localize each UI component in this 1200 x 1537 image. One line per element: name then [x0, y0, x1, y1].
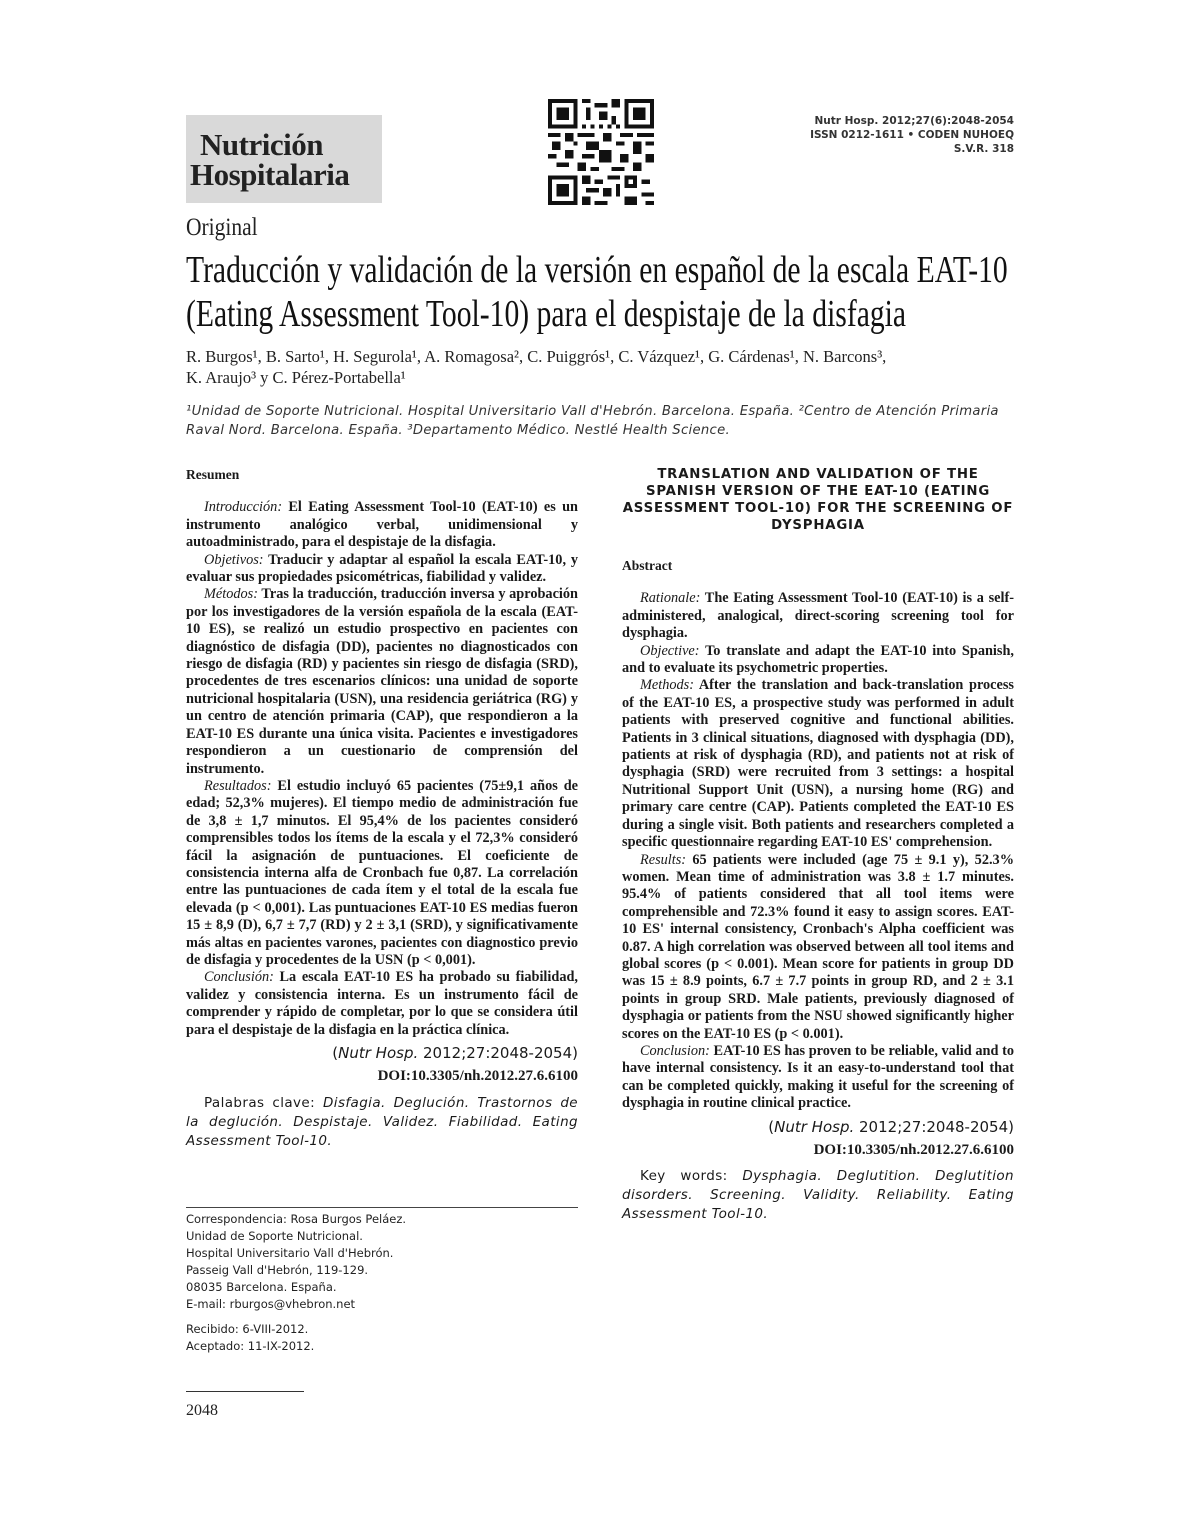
resumen-column — [186, 466, 578, 1151]
resumen-conclusion — [186, 969, 578, 1039]
objetivos-text: Traducir y adaptar al español la escala EAT-10, y evaluar sus propiedades psicométricas, fiabilidad y validez. — [186, 551, 578, 586]
citation-header — [810, 114, 1014, 156]
resumen-reference — [186, 1045, 578, 1062]
abstract-column — [622, 466, 1014, 1224]
intro-text: El Eating Assessment Tool-10 (EAT-10) es un instrumento analógico verbal, unidimensional y autoadministrado, para el despistaje de la disfagia. — [186, 499, 578, 551]
kw-text: Disfagia. Deglución. Trastornos de la deglución. Despistaje. Validez. Fiabilidad. Eating Assessment Tool-10. — [186, 1094, 578, 1149]
conclusion-text-en: EAT-10 ES has proven to be reliable, valid and to have internal consistency. Is it an easy-to-understand tool that can be completed quickly, making it useful for the screening of dysphagia in routine clinical practice. — [622, 1042, 1014, 1112]
resultados-text: El estudio incluyó 65 pacientes (75±9,1 años de edad; 52,3% mujeres). El tiempo medio de administración fue de 3,8 ± 1,7 minutos. El 95,4% de los pacientes consideró comprensibles todos los ítems de la escala y el 72,3% consideró fácil la asignación de puntuaciones. El coeficiente de consistencia interna alfa de Cronbach fue 0,87. La correlación entre las puntuaciones de cada ítem y el total de la escala fue elevada (p < 0,001). Las puntuaciones EAT-10 ES medias fueron 15 ± 8,9 (D), 6,7 ± 7,7 (RD) y 2 ± 3,1 (SRD), y significativamente más altas en pacientes varones, pacientes con diagnostico previo de disfagia y procedentes de la USN (p < 0,001). — [186, 777, 578, 968]
ref-open: ( — [332, 1044, 339, 1062]
objetivos-label: Objetivos: — [204, 551, 264, 568]
abstract-objective — [622, 643, 1014, 678]
results-label: Results: — [640, 851, 687, 868]
correspondence-name: Rosa Burgos Peláez. — [286, 1212, 407, 1226]
title-line-2: (Eating Assessment Tool-10) para el despistaje de la disfagia — [186, 293, 907, 335]
journal-citation: Nutr Hosp. 2012;27(6):2048-2054 — [814, 115, 1014, 127]
qr-code-icon — [548, 99, 654, 205]
results-text: 65 patients were included (age 75 ± 9.1 y), 52.3% women. Mean time of administration was 3.8 ± 1.7 minutes. 95.4% of patients considered that all tool items were comprehensible and 72.3% found it easy to assign scores. EAT-10 ES' internal consistency, Cronbach's Alpha coefficient was 0.87. A high correlation was observed between all tool items and global scores (p < 0.001). Mean score for patients in group DD was 15 ± 8.9 points, 6.7 ± 7.7 points in group RD, and 2 ± 3.1 points in group SRD. Male patients, previously diagnosed of dysphagia or patients from the NSU showed significantly higher scores on the EAT-10 ES (p < 0.001). — [622, 851, 1014, 1042]
abstract-heading: Abstract — [622, 558, 673, 573]
logo-line-2: Hospitalaria — [190, 157, 350, 192]
resultados-label: Resultados: — [204, 777, 272, 794]
journal-svr: S.V.R. 318 — [953, 143, 1014, 155]
affiliations: ¹Unidad de Soporte Nutricional. Hospital Universitario Vall d'Hebrón. Barcelona. España. ²Centro de Atención Primaria Raval Nord. Barcelona. España. ³Departamento Médico. Nestlé Health Science. — [186, 404, 999, 438]
correspondence-label: Correspondencia: — [186, 1212, 287, 1226]
resumen-heading: Resumen — [186, 467, 240, 482]
section-label: Original — [186, 214, 258, 241]
title-line-1: Traducción y validación de la versión en español de la escala EAT-10 — [186, 249, 1008, 291]
correspondence-block — [186, 1211, 578, 1355]
abstract-methods — [622, 677, 1014, 851]
correspondence-line-3: Passeig Vall d'Hebrón, 119-129. — [186, 1263, 369, 1277]
resumen-doi[interactable]: DOI:10.3305/nh.2012.27.6.6100 — [377, 1068, 578, 1085]
page-number: 2048 — [186, 1402, 218, 1419]
ref-rest-en: 2012;27:2048-2054) — [854, 1117, 1014, 1136]
ref-journal-en: Nutr Hosp. — [774, 1117, 855, 1136]
conclusion-label: Conclusión: — [204, 969, 274, 986]
objective-label: Objective: — [640, 642, 700, 659]
correspondence-line-1: Unidad de Soporte Nutricional. — [186, 1229, 363, 1243]
conclusion-label-en: Conclusion: — [640, 1042, 710, 1059]
ref-open-en: ( — [768, 1117, 775, 1136]
accepted-date: Aceptado: 11-IX-2012. — [186, 1339, 315, 1353]
received-date: Recibido: 6-VIII-2012. — [186, 1322, 309, 1336]
english-title: TRANSLATION AND VALIDATION OF THE SPANISH VERSION OF THE EAT-10 (EATING ASSESSMENT TOOL-10) FOR THE SCREENING OF DYSPHAGIA — [622, 467, 1014, 533]
conclusion-text: La escala EAT-10 ES ha probado su fiabilidad, validez y consistencia interna. Es un instrumento fácil de comprender y rápido de completar, por lo que se considera útil para el despistaje de la disfagia en la práctica clínica. — [186, 969, 578, 1038]
correspondence-line-4: 08035 Barcelona. España. — [186, 1280, 337, 1294]
resumen-resultados — [186, 778, 578, 969]
authors-line-2: K. Araujo³ y C. Pérez-Portabella¹ — [186, 368, 406, 387]
methods-text: After the translation and back-translation process of the EAT-10 ES, a prospective study was performed in adult patients with preserved cognitive and functional abilities. Patients in 3 clinical situations, diagnosed with dysphagia (DD), patients at risk of dysphagia (RD), and patients not at risk of dysphagia (SRD) were recruited from 3 settings: a hospital Nutritional Support Unit (USN), a nursing home (RG) and primary care centre (CAP). Patients completed the EAT-10 ES during a single visit. Both patients and researchers completed a specific questionnaire regarding EAT-10 ES' comprehension. — [622, 677, 1014, 851]
resumen-objetivos — [186, 552, 578, 587]
abstract-results — [622, 852, 1014, 1043]
journal-logo — [186, 115, 382, 203]
logo-line-1: Nutrición — [200, 127, 323, 162]
kw-label-en: Key words: — [640, 1168, 743, 1185]
article-title — [186, 248, 1013, 336]
metodos-label: Métodos: — [204, 586, 258, 603]
correspondence-divider — [186, 1207, 578, 1208]
ref-journal: Nutr Hosp. — [338, 1044, 419, 1062]
resumen-intro — [186, 499, 578, 551]
author-list — [186, 346, 1016, 388]
abstract-keywords — [622, 1167, 1014, 1224]
rationale-label: Rationale: — [640, 590, 701, 607]
correspondence-line-2: Hospital Universitario Vall d'Hebrón. — [186, 1246, 394, 1260]
ref-rest: 2012;27:2048-2054) — [418, 1044, 578, 1062]
correspondence-email[interactable]: E-mail: rburgos@vhebron.net — [186, 1297, 356, 1311]
abstract-conclusion — [622, 1043, 1014, 1113]
abstract-doi[interactable]: DOI:10.3305/nh.2012.27.6.6100 — [813, 1142, 1014, 1158]
resumen-metodos — [186, 586, 578, 777]
correspondence-name-line — [186, 1211, 578, 1228]
intro-label: Introducción: — [204, 499, 283, 516]
resumen-keywords — [186, 1094, 578, 1151]
kw-label: Palabras clave: — [204, 1094, 323, 1111]
methods-label: Methods: — [640, 677, 694, 694]
metodos-text: Tras la traducción, traducción inversa y aprobación por los investigadores de la versión española de la escala (EAT-10 ES), se realizó un estudio prospectivo en pacientes con diagnóstico de disfagia (DD), pacientes no diagnosticados con riesgo de disfagia (RD) y pacientes sin riesgo de disfagia (SRD), procedentes de tres escenarios clínicos: una unidad de soporte nutricional hospitalaria (USN), una residencia geriátrica (RG) y un centro de atención primaria (CAP), que respondieron a la EAT-10 ES durante una única visita. Pacientes e investigadores respondieron a un cuestionario de comprensión del instrumento. — [186, 586, 578, 777]
rationale-text: The Eating Assessment Tool-10 (EAT-10) is a self-administered, analogical, direct-scoring screening tool for dysphagia. — [622, 590, 1014, 642]
footer-divider — [186, 1391, 304, 1392]
abstract-rationale — [622, 590, 1014, 642]
authors-line-1: R. Burgos¹, B. Sarto¹, H. Segurola¹, A. Romagosa², C. Puiggrós¹, C. Vázquez¹, G. Cárdenas¹, N. Barcons³, — [186, 347, 887, 366]
objective-text: To translate and adapt the EAT-10 into Spanish, and to evaluate its psychometric properties. — [622, 642, 1014, 677]
journal-issn: ISSN 0212-1611 • CODEN NUHOEQ — [810, 129, 1014, 141]
abstract-reference — [622, 1119, 1014, 1136]
kw-text-en: Dysphagia. Deglutition. Deglutition disorders. Screening. Validity. Reliability. Eating Assessment Tool-10. — [622, 1168, 1014, 1223]
